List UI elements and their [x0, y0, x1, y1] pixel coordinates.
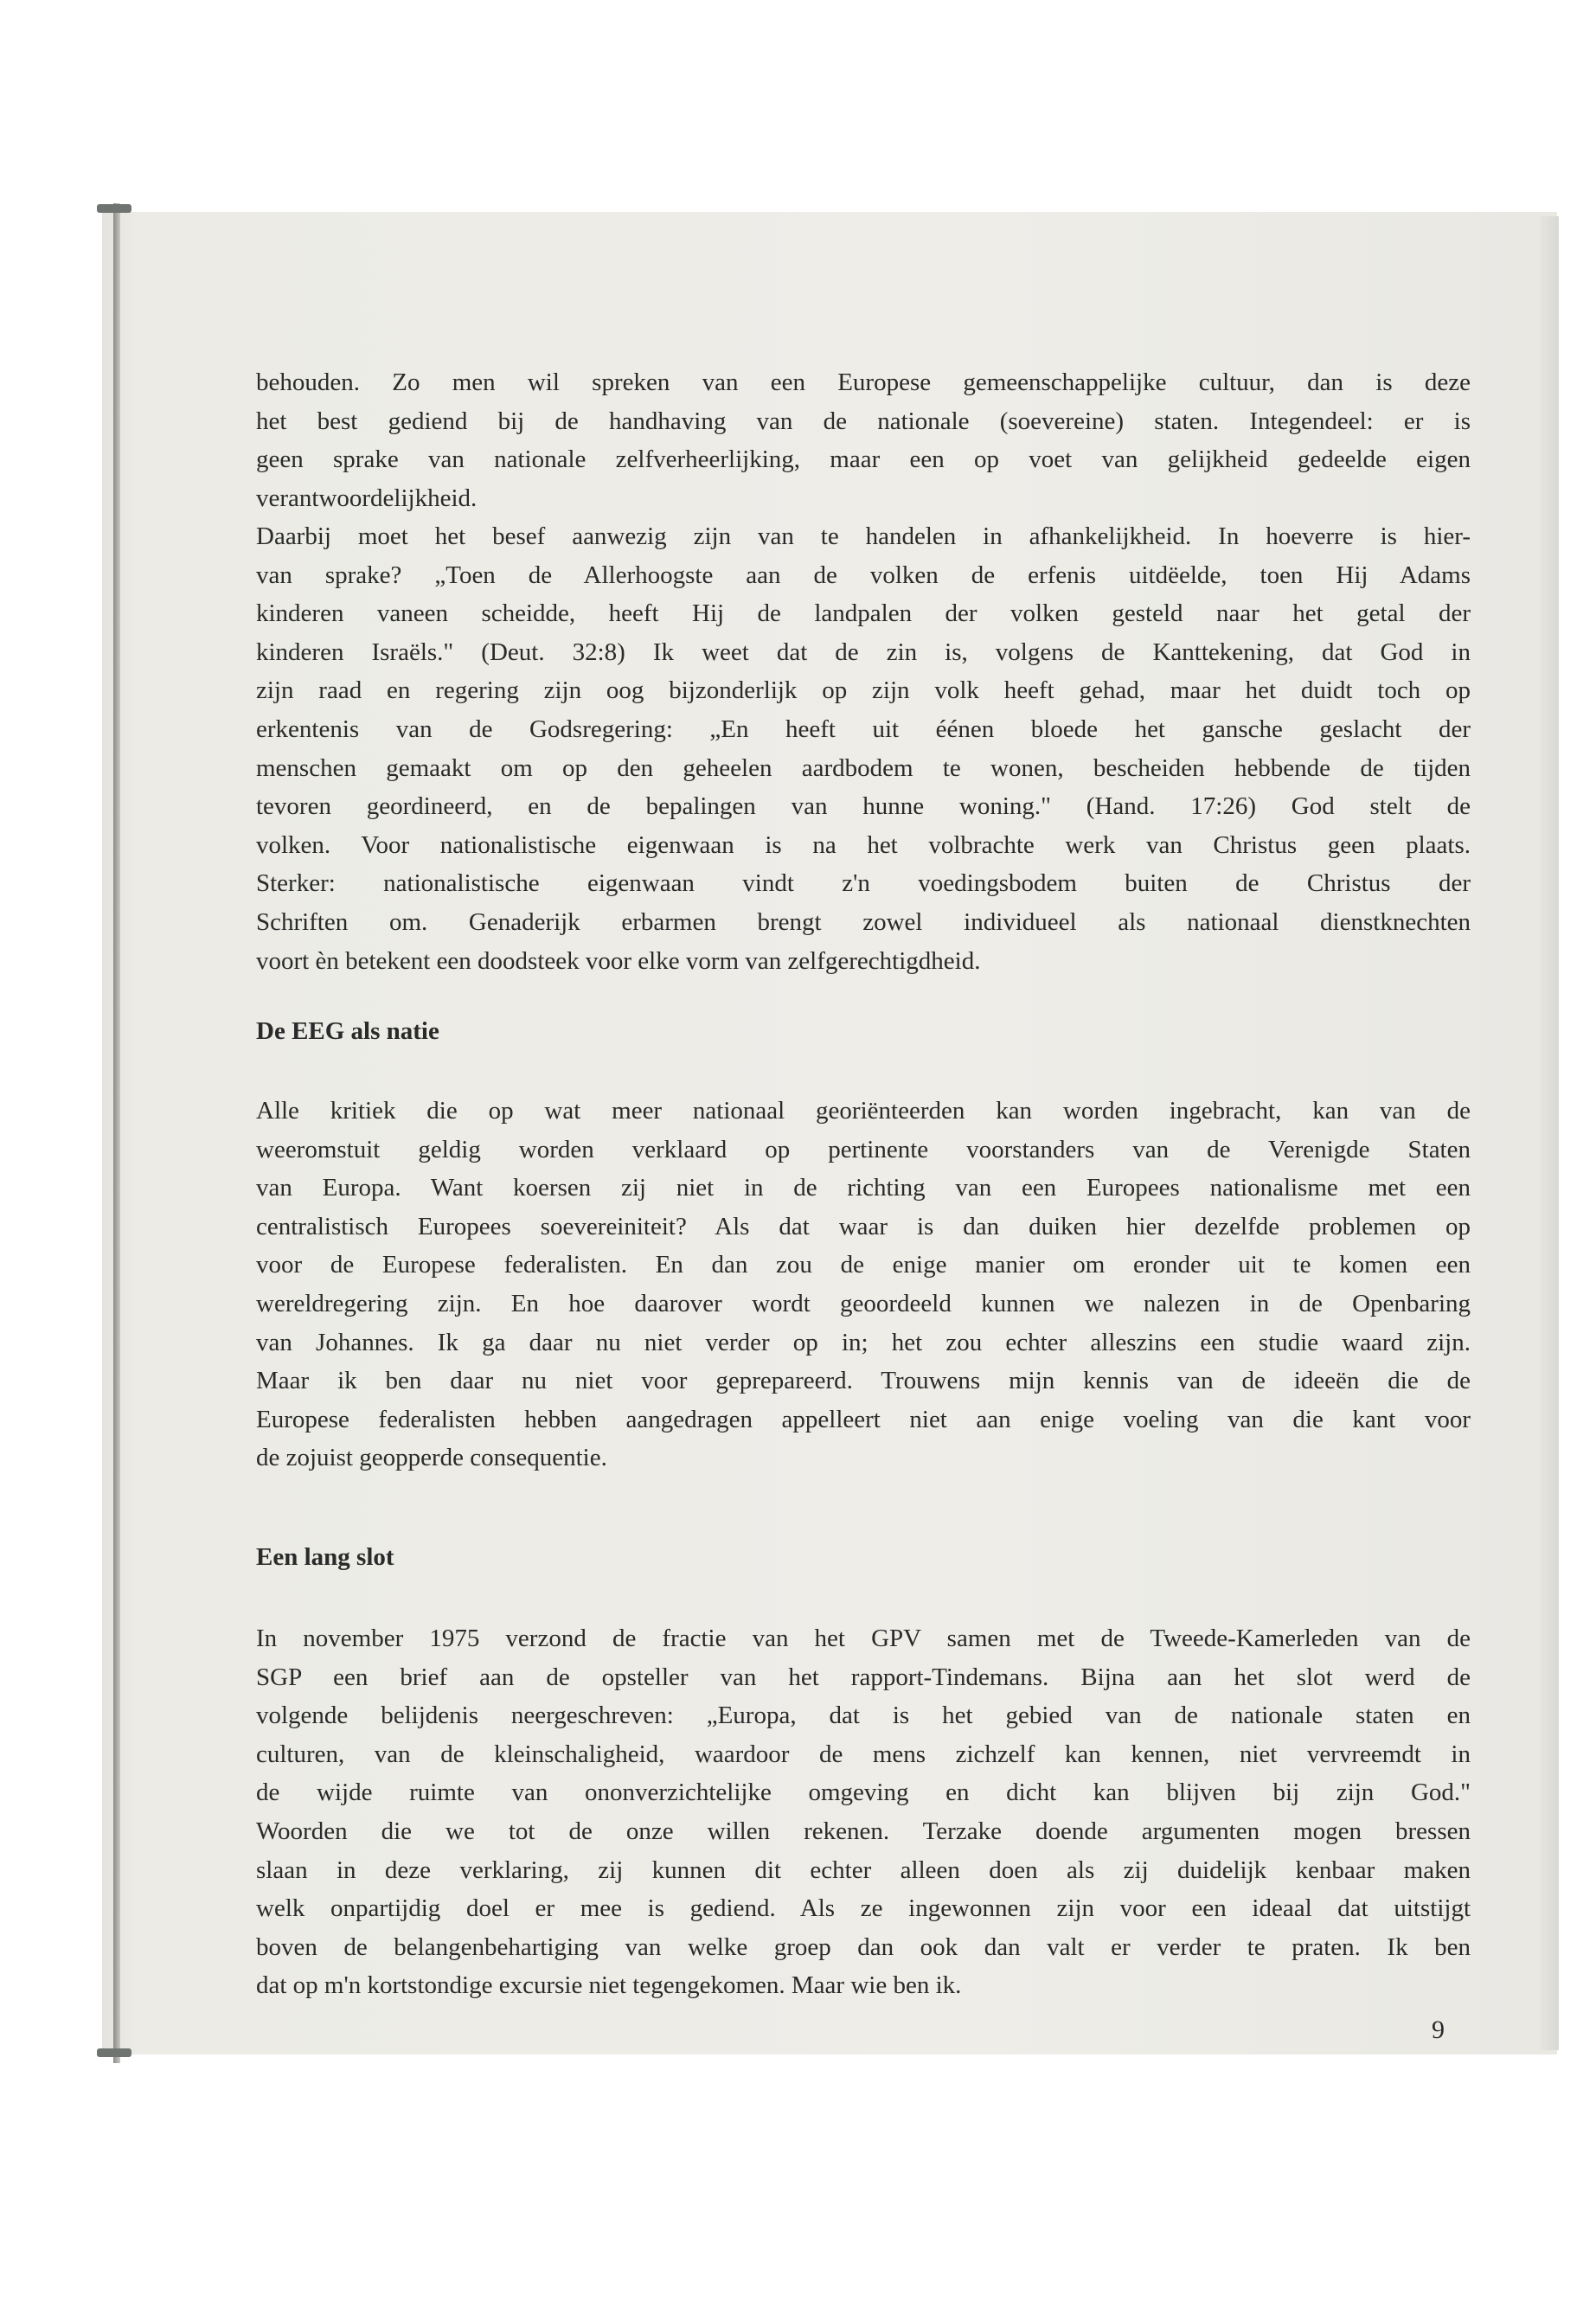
text-line: volken. Voor nationalistische eigenwaan is na het volbrachte werk van Christus geen plaats. — [256, 830, 1471, 859]
text-line: Woorden die we tot de onze willen rekenen. Terzake doende argumenten mogen bressen — [256, 1817, 1471, 1845]
text-line: kinderen Israëls." (Deut. 32:8) Ik weet dat de zin is, volgens de Kanttekening, dat God in — [256, 638, 1471, 666]
paragraph — [256, 517, 1471, 980]
text-line: voor de Europese federalisten. En dan zou de enige manier om eronder uit te komen een — [256, 1251, 1471, 1279]
text-line: het best gediend bij de handhaving van de nationale (soevereine) staten. Integendeel: er is — [256, 407, 1471, 435]
text-line: SGP een brief aan de opsteller van het rapport-Tindemans. Bijna aan het slot werd de — [256, 1663, 1471, 1691]
text-line: boven de belangenbehartiging van welke groep dan ook dan valt er verder te praten. Ik ben — [256, 1932, 1471, 1961]
text-line: In november 1975 verzond de fractie van het GPV samen met de Tweede-Kamerleden van de — [256, 1625, 1471, 1652]
text-line: menschen gemaakt om op den geheelen aardbodem te wonen, bescheiden hebbende de tijden — [256, 753, 1471, 782]
text-line: tevoren geordineerd, en de bepalingen van hunne woning." (Hand. 17:26) God stelt de — [256, 792, 1471, 821]
text-line: zijn raad en regering zijn oog bijzonderlijk op zijn volk heeft gehad, maar het duidt toch op — [256, 676, 1471, 705]
binding-staple-bottom — [97, 2048, 131, 2057]
text-line: kinderen vaneen scheidde, heeft Hij de landpalen der volken gesteld naar het getal der — [256, 599, 1471, 628]
page-edge — [1540, 216, 1559, 2050]
text-line: Maar ik ben daar nu niet voor geprepareerd. Trouwens mijn kennis van de ideeën die de — [256, 1367, 1471, 1395]
binding-staple-top — [97, 204, 131, 213]
text-line: behouden. Zo men wil spreken van een Europese gemeenschappelijke cultuur, dan is deze — [256, 369, 1471, 396]
text-line: de zojuist geopperde consequentie. — [256, 1444, 607, 1472]
text-line: van Johannes. Ik ga daar nu niet verder op in; het zou echter alleszins een studie waard zijn. — [256, 1328, 1471, 1356]
text-line: culturen, van de kleinschaligheid, waardoor de mens zichzelf kan kennen, niet vervreemdt in — [256, 1740, 1471, 1768]
text-line: erkentenis van de Godsregering: „En heeft uit éénen bloede het gansche geslacht der — [256, 715, 1471, 743]
text-line: verantwoordelijkheid. — [256, 484, 478, 512]
text-line: volgende belijdenis neergeschreven: „Europa, dat is het gebied van de nationale staten en — [256, 1702, 1471, 1730]
text-line: dat op m'n kortstondige excursie niet tegengekomen. Maar wie ben ik. — [256, 1971, 962, 2000]
text-line: van Europa. Want koersen zij niet in de richting van een Europees nationalisme met een — [256, 1174, 1471, 1202]
text-line: de wijde ruimte van ononverzichtelijke omgeving en dicht kan blijven bij zijn God." — [256, 1779, 1471, 1807]
page-number: 9 — [1432, 2016, 1445, 2044]
text-line: weeromstuit geldig worden verklaard op pertinente voorstanders van de Verenigde Staten — [256, 1135, 1471, 1163]
paragraph — [256, 1092, 1471, 1477]
paragraph — [256, 363, 1471, 517]
text-line: wereldregering zijn. En hoe daarover wordt geoordeeld kunnen we nalezen in de Openbaring — [256, 1289, 1471, 1317]
text-line: Schriften om. Genaderijk erbarmen brengt zowel individueel als nationaal dienstknechten — [256, 907, 1471, 936]
text-line: van sprake? „Toen de Allerhoogste aan de volken de erfenis uitdëelde, toen Hij Adams — [256, 561, 1471, 589]
paragraph — [256, 1619, 1471, 2005]
text-line: welk onpartijdig doel er mee is gediend. Als ze ingewonnen zijn voor een ideaal dat uitstijgt — [256, 1894, 1471, 1923]
text-line: slaan in deze verklaring, zij kunnen dit echter alleen doen als zij duidelijk kenbaar maken — [256, 1856, 1471, 1884]
text-line: centralistisch Europees soevereiniteit? Als dat waar is dan duiken hier dezelfde problemen op — [256, 1212, 1471, 1240]
section-heading: Een lang slot — [256, 1543, 394, 1571]
text-line: Daarbij moet het besef aanwezig zijn van te handelen in afhankelijkheid. In hoeverre is hier- — [256, 522, 1471, 550]
section-heading: De EEG als natie — [256, 1017, 439, 1045]
text-line: Alle kritiek die op wat meer nationaal georiënteerden kan worden ingebracht, kan van de — [256, 1097, 1471, 1125]
text-line: geen sprake van nationale zelfverheerlijking, maar een op voet van gelijkheid gedeelde eigen — [256, 445, 1471, 474]
text-line: Sterker: nationalistische eigenwaan vindt z'n voedingsbodem buiten de Christus der — [256, 869, 1471, 898]
book-spine-binding — [113, 203, 120, 2063]
text-line: Europese federalisten hebben aangedragen appelleert niet aan enige voeling van die kant voor — [256, 1405, 1471, 1433]
text-line: voort èn betekent een doodsteek voor elke vorm van zelfgerechtigdheid. — [256, 946, 981, 975]
